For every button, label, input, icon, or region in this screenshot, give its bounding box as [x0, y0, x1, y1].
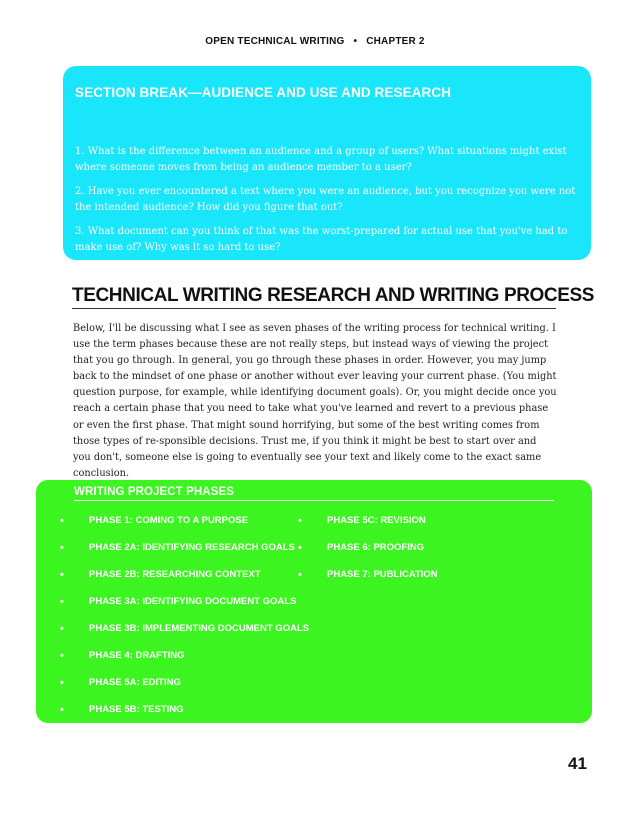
list-item: [296, 541, 438, 568]
bullet-icon: •: [298, 569, 302, 581]
phase-label: PHASE 5B: TESTING: [89, 704, 184, 715]
phase-label: PHASE 3A: IDENTIFYING DOCUMENT GOALS: [89, 596, 297, 607]
running-header: [0, 36, 630, 47]
header-separator: •: [353, 36, 358, 47]
list-item: [58, 514, 309, 541]
list-item: [58, 568, 309, 595]
phase-label: PHASE 3B: IMPLEMENTING DOCUMENT GOALS: [89, 623, 310, 634]
book-title: OPEN TECHNICAL WRITING: [205, 36, 345, 47]
phase-label: PHASE 2B: RESEARCHING CONTEXT: [89, 569, 261, 580]
phases-list-left: [58, 514, 309, 730]
list-item: [58, 541, 309, 568]
body-paragraph: Below, I'll be discussing what I see as seven phases of the writing process for technical writing. I use the term phases because these are not really steps, but instead ways of viewing the project that you go through. In general, you go through these phases in order. However, you may jump back to the mindset of one phase or another without ever leaving your current phase. (You might question purpose, for example, while identifying document goals). Or, you might decide once you reach a certain phase that you need to take what you've learned and revert to a previous phase or even the first phase. That might sound horrifying, but some of the best writing comes from those types of re-sponsible decisions. Trust me, if you think it might be best to start over and you don't, someone else is going to eventually see your text and likely come to the exact same conclusion.: [73, 323, 557, 479]
list-item: [58, 649, 309, 676]
list-item: [58, 595, 309, 622]
bullet-icon: •: [60, 704, 64, 716]
bullet-icon: •: [60, 596, 64, 608]
list-item: [296, 514, 438, 541]
question-1: 1. What is the difference between an audience and a group of users? What situations might exist where someone moves from being an audience member to a user?: [75, 146, 567, 173]
question-3: 3. What document can you think of that was the worst-prepared for actual use that you've had to make use of? Why was it so hard to use?: [75, 226, 568, 253]
bullet-icon: •: [60, 515, 64, 527]
writing-phases-box: [36, 480, 592, 723]
list-item: [58, 676, 309, 703]
bullet-icon: •: [60, 623, 64, 635]
list-item: [58, 703, 309, 730]
bullet-icon: •: [60, 677, 64, 689]
list-item: [296, 568, 438, 595]
page-number: 41: [568, 754, 587, 773]
list-item: [58, 622, 309, 649]
section-heading: TECHNICAL WRITING RESEARCH AND WRITING PROCESS: [72, 285, 556, 309]
phases-list-right: [296, 514, 438, 595]
bullet-icon: •: [60, 542, 64, 554]
phase-label: PHASE 7: PUBLICATION: [327, 569, 438, 580]
phase-label: PHASE 4: DRAFTING: [89, 650, 185, 661]
phase-label: PHASE 1: COMING TO A PURPOSE: [89, 515, 249, 526]
bullet-icon: •: [298, 542, 302, 554]
bullet-icon: •: [60, 650, 64, 662]
phase-label: PHASE 6: PROOFING: [327, 542, 425, 553]
section-break-box: [63, 66, 591, 260]
bullet-icon: •: [298, 515, 302, 527]
phase-label: PHASE 2A: IDENTIFYING RESEARCH GOALS: [89, 542, 295, 553]
phases-title: WRITING PROJECT PHASES: [74, 486, 554, 501]
phase-label: PHASE 5C: REVISION: [327, 515, 426, 526]
phase-label: PHASE 5A: EDITING: [89, 677, 181, 688]
bullet-icon: •: [60, 569, 64, 581]
question-2: 2. Have you ever encountered a text where you were an audience, but you recognize you were not the intended audience? How did you figure that out?: [75, 186, 576, 213]
section-break-title: SECTION BREAK—AUDIENCE AND USE AND RESEARCH: [75, 85, 452, 100]
chapter-label: CHAPTER 2: [366, 36, 425, 47]
